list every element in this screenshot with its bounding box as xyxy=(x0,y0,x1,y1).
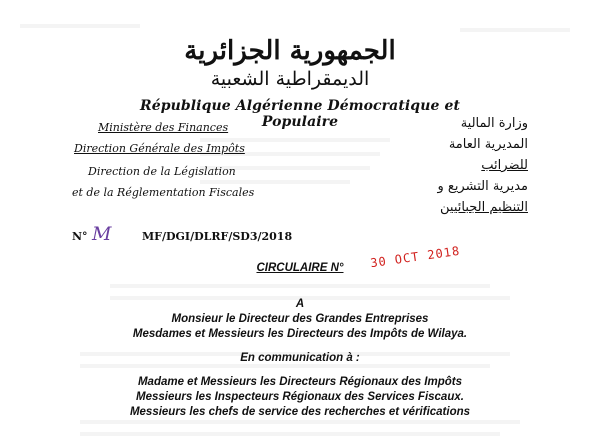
copy-recipient-3: Messieurs les chefs de service des recherches et vérifications xyxy=(129,406,471,418)
date-stamp: 30 OCT 2018 xyxy=(369,243,462,271)
reference-label: N° xyxy=(72,230,88,243)
copy-recipient-1: Madame et Messieurs les Directeurs Régionaux des Impôts xyxy=(137,376,463,388)
ministry-line: Ministère des Finances xyxy=(98,121,229,134)
recipient-line-1: Monsieur le Directeur des Grandes Entreprises xyxy=(171,313,429,325)
regulation-line: et de la Réglementation Fiscales xyxy=(72,186,255,199)
taxes-line-ar: للضرائب xyxy=(481,158,528,173)
arabic-republic-subtitle: الديمقراطية الشعبية xyxy=(210,68,370,90)
recipient-line-2: Mesdames et Messieurs les Directeurs des Impôts de Wilaya. xyxy=(132,328,468,340)
arabic-republic-title: الجمهورية الجزائرية xyxy=(184,36,396,66)
directorate-general-line: Direction Générale des Impôts xyxy=(74,142,245,155)
circular-title: CIRCULAIRE N° xyxy=(256,262,344,274)
reference-code: MF/DGI/DLRF/SD3/2018 xyxy=(142,230,293,243)
regulation-line-ar: التنظيم الجبائيين xyxy=(440,200,528,215)
copy-recipient-2: Messieurs les Inspecteurs Régionaux des Services Fiscaux. xyxy=(136,391,464,403)
copy-label: En communication à : xyxy=(240,352,360,364)
addressee-label: A xyxy=(295,298,305,310)
french-republic-title: République Algérienne Démocratique et Populaire xyxy=(139,98,461,130)
directorate-line-ar: مديرية التشريع و xyxy=(437,179,528,194)
handwritten-number: M xyxy=(92,223,112,245)
ministry-line-ar: وزارة المالية xyxy=(460,116,528,131)
directorate-line: Direction de la Législation xyxy=(88,165,236,178)
directorate-general-line-ar: المديرية العامة xyxy=(448,137,528,152)
